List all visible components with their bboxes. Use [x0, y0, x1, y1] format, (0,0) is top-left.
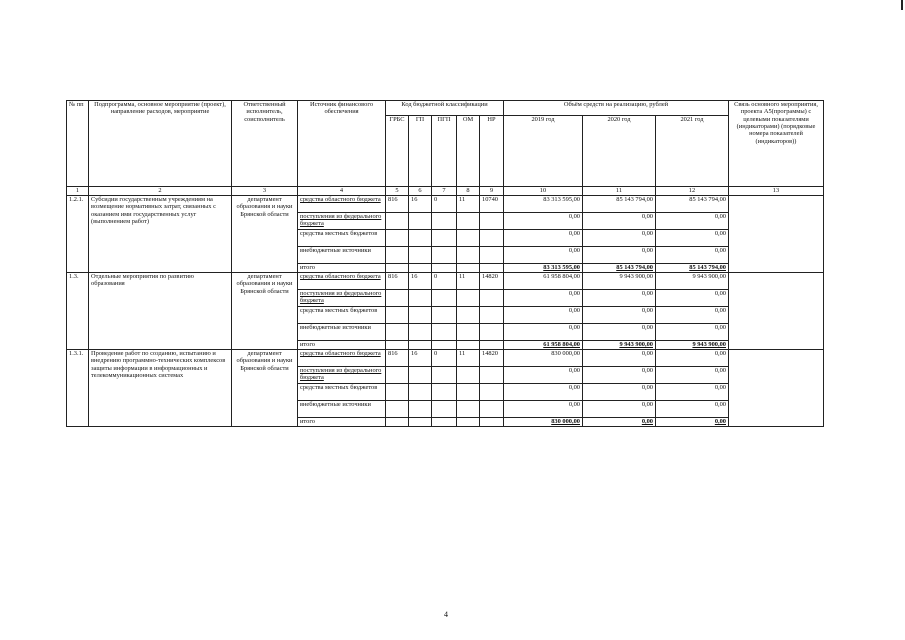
amount-2020: 0,00: [583, 290, 656, 307]
page-number: 4: [444, 610, 448, 619]
activity-name: Проведение работ по созданию, испытанию и внедрению программно-технических комплексов защиты информации в информационных и телекоммуникационных системах: [89, 350, 232, 427]
amount-2021: 0,00: [656, 307, 729, 324]
table-row: [67, 273, 824, 290]
amount-2021: 0,00: [656, 384, 729, 401]
amount-2020: 0,00: [583, 324, 656, 341]
amount-2021: 0,00: [656, 324, 729, 341]
row-number: 1.2.1.: [67, 196, 89, 273]
code-om: [457, 367, 480, 384]
column-number: 12: [656, 187, 729, 196]
header-pgp: ПГП: [432, 116, 457, 187]
code-empty: [480, 418, 504, 427]
funding-source: средства областного бюджета: [298, 273, 386, 290]
code-om: [457, 213, 480, 230]
header-2021: 2021 год: [656, 116, 729, 187]
total-label: итого: [298, 264, 386, 273]
code-empty: [386, 264, 409, 273]
code-gp: [409, 401, 432, 418]
column-number: 8: [457, 187, 480, 196]
code-np: 14820: [480, 350, 504, 367]
row-number: 1.3.: [67, 273, 89, 350]
funding-source: средства местных бюджетов: [298, 384, 386, 401]
code-grbs: [386, 247, 409, 264]
header-gp: ГП: [409, 116, 432, 187]
funding-source: средства областного бюджета: [298, 196, 386, 213]
code-pgp: [432, 401, 457, 418]
amount-2020: 0,00: [583, 213, 656, 230]
code-grbs: [386, 367, 409, 384]
amount-2020: 9 943 900,00: [583, 273, 656, 290]
code-pgp: [432, 213, 457, 230]
header-np: НР: [480, 116, 504, 187]
indicator-link: [729, 273, 824, 350]
header-2020: 2020 год: [583, 116, 656, 187]
amount-2019: 0,00: [504, 213, 583, 230]
code-np: [480, 213, 504, 230]
code-grbs: [386, 230, 409, 247]
total-label: итого: [298, 418, 386, 427]
code-om: 11: [457, 196, 480, 213]
code-om: [457, 324, 480, 341]
code-om: [457, 401, 480, 418]
code-np: [480, 367, 504, 384]
column-number: 2: [89, 187, 232, 196]
budget-table: [66, 100, 824, 427]
total-2020: 9 943 900,00: [583, 341, 656, 350]
responsible-executor: департамент образования и науки Брянской области: [232, 350, 298, 427]
code-om: 11: [457, 350, 480, 367]
responsible-executor: департамент образования и науки Брянской области: [232, 196, 298, 273]
code-gp: [409, 290, 432, 307]
total-2019: 83 313 595,00: [504, 264, 583, 273]
code-gp: [409, 324, 432, 341]
row-number: 1.3.1.: [67, 350, 89, 427]
column-number: 13: [729, 187, 824, 196]
column-number: 11: [583, 187, 656, 196]
amount-2020: 0,00: [583, 384, 656, 401]
amount-2021: 0,00: [656, 401, 729, 418]
code-empty: [432, 264, 457, 273]
funding-source: средства местных бюджетов: [298, 230, 386, 247]
code-np: [480, 247, 504, 264]
amount-2020: 85 143 794,00: [583, 196, 656, 213]
code-empty: [457, 341, 480, 350]
amount-2019: 61 958 804,00: [504, 273, 583, 290]
amount-2021: 85 143 794,00: [656, 196, 729, 213]
code-empty: [409, 418, 432, 427]
code-np: [480, 230, 504, 247]
code-empty: [409, 341, 432, 350]
column-number: 10: [504, 187, 583, 196]
code-pgp: 0: [432, 196, 457, 213]
funding-source: средства областного бюджета: [298, 350, 386, 367]
amount-2019: 830 000,00: [504, 350, 583, 367]
column-number: 5: [386, 187, 409, 196]
funding-source: средства местных бюджетов: [298, 307, 386, 324]
code-gp: 16: [409, 273, 432, 290]
code-grbs: [386, 307, 409, 324]
code-gp: [409, 307, 432, 324]
column-number-row: [67, 187, 824, 196]
funding-source: внебюджетные источники: [298, 401, 386, 418]
total-2021: 9 943 900,00: [656, 341, 729, 350]
amount-2019: 83 313 595,00: [504, 196, 583, 213]
code-grbs: 816: [386, 350, 409, 367]
code-gp: [409, 230, 432, 247]
code-gp: [409, 213, 432, 230]
amount-2019: 0,00: [504, 247, 583, 264]
code-grbs: [386, 384, 409, 401]
code-empty: [386, 341, 409, 350]
funding-source: внебюджетные источники: [298, 247, 386, 264]
funding-source: поступления из федерального бюджета: [298, 213, 386, 230]
total-2021: 0,00: [656, 418, 729, 427]
code-empty: [457, 418, 480, 427]
code-grbs: 816: [386, 196, 409, 213]
column-number: 4: [298, 187, 386, 196]
amount-2020: 0,00: [583, 230, 656, 247]
total-2020: 0,00: [583, 418, 656, 427]
code-gp: 16: [409, 350, 432, 367]
header-name: Подпрограмма, основное мероприятие (проект), направление расходов, мероприятие: [89, 101, 232, 187]
amount-2019: 0,00: [504, 230, 583, 247]
header-code-group: Код бюджетной классификации: [386, 101, 504, 116]
amount-2021: 0,00: [656, 367, 729, 384]
header-grbs: ГРБС: [386, 116, 409, 187]
code-np: [480, 307, 504, 324]
amount-2019: 0,00: [504, 324, 583, 341]
amount-2019: 0,00: [504, 384, 583, 401]
code-grbs: [386, 401, 409, 418]
code-np: 10740: [480, 196, 504, 213]
table-row: [67, 350, 824, 367]
amount-2020: 0,00: [583, 350, 656, 367]
amount-2021: 0,00: [656, 247, 729, 264]
funding-source: внебюджетные источники: [298, 324, 386, 341]
header-resp: Ответственный исполнитель, соисполнитель: [232, 101, 298, 187]
header-om: ОМ: [457, 116, 480, 187]
activity-name: Субсидии государственным учреждениям на возмещение нормативных затрат, связанных с оказанием ими государственных услуг (выполнением работ): [89, 196, 232, 273]
code-gp: [409, 367, 432, 384]
amount-2019: 0,00: [504, 401, 583, 418]
code-np: [480, 324, 504, 341]
code-pgp: [432, 324, 457, 341]
code-empty: [432, 418, 457, 427]
amount-2020: 0,00: [583, 367, 656, 384]
total-2021: 85 143 794,00: [656, 264, 729, 273]
code-om: [457, 230, 480, 247]
code-pgp: [432, 230, 457, 247]
funding-source: поступления из федерального бюджета: [298, 367, 386, 384]
amount-2021: 0,00: [656, 350, 729, 367]
scan-edge-mark: [901, 0, 903, 10]
code-pgp: [432, 290, 457, 307]
code-np: [480, 290, 504, 307]
header-link: Связь основного мероприятия, проекта А5(программы) с целевыми показателями (индикаторами) (порядковые номера показателей (индикаторов)): [729, 101, 824, 187]
code-empty: [480, 341, 504, 350]
header-volume-group: Объём средств на реализацию, рублей: [504, 101, 729, 116]
code-grbs: [386, 324, 409, 341]
amount-2021: 0,00: [656, 290, 729, 307]
code-empty: [480, 264, 504, 273]
code-om: 11: [457, 273, 480, 290]
code-grbs: [386, 290, 409, 307]
code-pgp: 0: [432, 350, 457, 367]
code-np: [480, 401, 504, 418]
indicator-link: [729, 196, 824, 273]
code-pgp: [432, 367, 457, 384]
header-no: № пп: [67, 101, 89, 187]
total-2019: 61 958 804,00: [504, 341, 583, 350]
column-number: 6: [409, 187, 432, 196]
code-om: [457, 307, 480, 324]
code-empty: [409, 264, 432, 273]
amount-2019: 0,00: [504, 290, 583, 307]
total-label: итого: [298, 341, 386, 350]
indicator-link: [729, 350, 824, 427]
code-grbs: [386, 213, 409, 230]
responsible-executor: департамент образования и науки Брянской области: [232, 273, 298, 350]
code-pgp: [432, 307, 457, 324]
column-number: 3: [232, 187, 298, 196]
activity-name: Отдельные мероприятия по развитию образования: [89, 273, 232, 350]
amount-2020: 0,00: [583, 307, 656, 324]
header-2019: 2019 год: [504, 116, 583, 187]
amount-2019: 0,00: [504, 367, 583, 384]
header-source: Источник финансового обеспечения: [298, 101, 386, 187]
code-om: [457, 290, 480, 307]
total-2019: 830 000,00: [504, 418, 583, 427]
code-gp: [409, 384, 432, 401]
header-row-1: [67, 101, 824, 116]
code-gp: 16: [409, 196, 432, 213]
amount-2021: 0,00: [656, 230, 729, 247]
amount-2021: 0,00: [656, 213, 729, 230]
code-np: [480, 384, 504, 401]
amount-2019: 0,00: [504, 307, 583, 324]
code-om: [457, 247, 480, 264]
column-number: 1: [67, 187, 89, 196]
code-np: 14820: [480, 273, 504, 290]
table-row: [67, 196, 824, 213]
code-empty: [432, 341, 457, 350]
code-pgp: [432, 384, 457, 401]
amount-2020: 0,00: [583, 401, 656, 418]
code-gp: [409, 247, 432, 264]
amount-2021: 9 943 900,00: [656, 273, 729, 290]
code-grbs: 816: [386, 273, 409, 290]
amount-2020: 0,00: [583, 247, 656, 264]
code-empty: [386, 418, 409, 427]
code-pgp: [432, 247, 457, 264]
column-number: 9: [480, 187, 504, 196]
funding-source: поступления из федерального бюджета: [298, 290, 386, 307]
column-number: 7: [432, 187, 457, 196]
code-om: [457, 384, 480, 401]
code-pgp: 0: [432, 273, 457, 290]
total-2020: 85 143 794,00: [583, 264, 656, 273]
code-empty: [457, 264, 480, 273]
